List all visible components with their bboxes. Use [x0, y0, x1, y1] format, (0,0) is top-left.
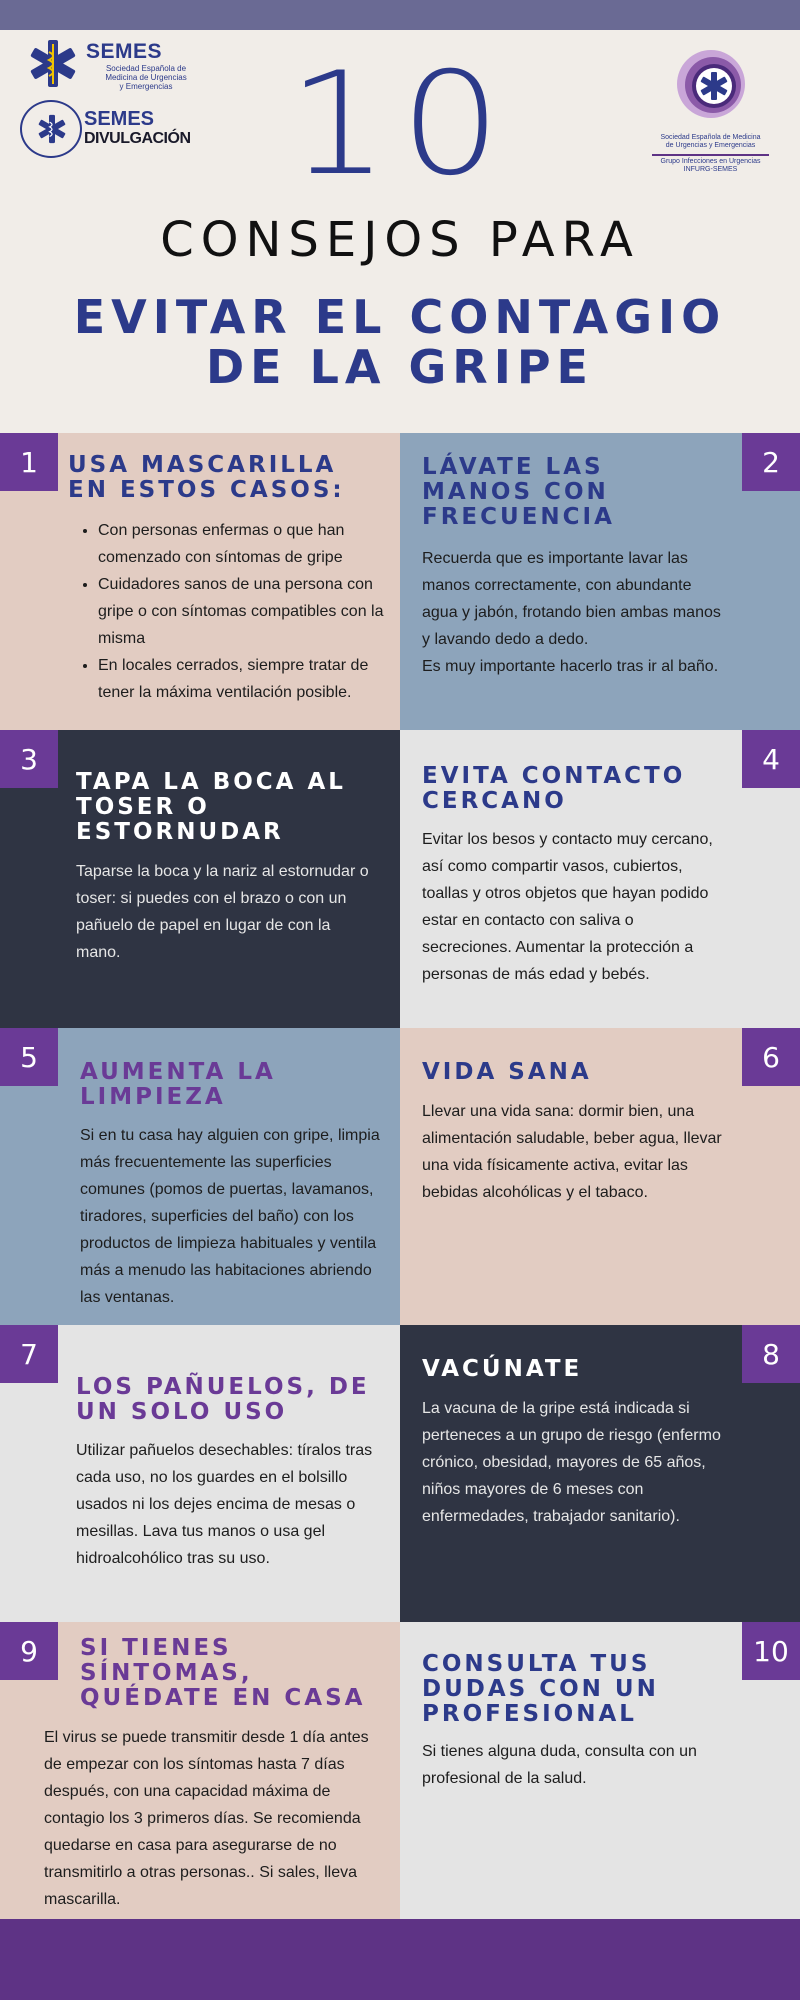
tip-number-1: 1 [0, 433, 58, 491]
star-of-life-icon [28, 36, 78, 91]
tip-bullet: • Con personas enfermas o que han comenzado con síntomas de gripe [98, 517, 386, 571]
tip-text-3: Taparse la boca y la nariz al estornudar o toser: si puedes con el brazo o con un pañuelo de papel en lugar de con la mano. [76, 863, 369, 961]
tip-title-10: CONSULTA TUS DUDAS CON UN PROFESIONAL [422, 1651, 659, 1727]
tip-title-5: AUMENTA LA LIMPIEZA [80, 1059, 276, 1110]
semes-logo-subtitle: Sociedad Española de Medicina de Urgencias y Emergencias [105, 64, 187, 91]
infurg-semes-logo [648, 48, 773, 178]
tip-bullet: • En locales cerrados, siempre tratar de tener la máxima ventilación posible. [98, 652, 386, 706]
tip-title-8: VACÚNATE [422, 1356, 583, 1382]
tip-card-7 [0, 1325, 400, 1622]
semes-divulgacion-logo [20, 100, 191, 160]
bottom-bar [0, 1919, 800, 2000]
tip-text-2: Recuerda que es importante lavar las manos correctamente, con abundante agua y jabón, frotando bien ambas manos y lavando dedo a dedo. Es muy importante hacerlo tras ir al baño. [422, 550, 721, 675]
tip-text-9: El virus se puede transmitir desde 1 día antes de empezar con los síntomas hasta 7 días después, con una capacidad máxima de contagio los 3 primeros días. Se recomienda quedarse en casa para asegurarse de no transmitirlo a otras personas.. Si sales, lleva mascarilla. [44, 1729, 369, 1908]
tip-number-9: 9 [0, 1622, 58, 1680]
tip-text-6: Llevar una vida sana: dormir bien, una alimentación saludable, beber agua, llevar una vida físicamente activa, evitar las bebidas alcohólicas y el tabaco. [422, 1103, 722, 1201]
tip-card-6 [400, 1028, 800, 1325]
tip-title-1: USA MASCARILLA EN ESTOS CASOS: [68, 452, 345, 503]
tip-number-4: 4 [742, 730, 800, 788]
infurg-logo-divider [652, 154, 769, 156]
semes-logo [28, 36, 198, 91]
tip-number-8: 8 [742, 1325, 800, 1383]
tip-text-10: Si tienes alguna duda, consulta con un profesional de la salud. [422, 1743, 697, 1787]
tip-number-3: 3 [0, 730, 58, 788]
top-bar [0, 0, 800, 30]
tip-card-2 [400, 433, 800, 730]
tip-title-9: SI TIENES SÍNTOMAS, QUÉDATE EN CASA [80, 1635, 366, 1711]
semes-logo-name: SEMES [86, 40, 163, 63]
star-of-life-icon [37, 112, 67, 146]
tip-title-2: LÁVATE LAS MANOS CON FRECUENCIA [422, 454, 615, 530]
tip-bullets-1 [76, 517, 386, 706]
tip-text-7: Utilizar pañuelos desechables: tíralos tras cada uso, no los guardes en el bolsillo usados ni los dejes encima de mesas o mesillas. Lava tus manos o usa gel hidroalcohólico tras su uso. [76, 1442, 373, 1567]
divulgacion-logo-name: SEMES [84, 108, 155, 130]
header-title-line1: CONSEJOS PARA [160, 212, 640, 268]
tip-number-2: 2 [742, 433, 800, 491]
header-big-number: 10 [287, 42, 513, 207]
tip-card-8 [400, 1325, 800, 1622]
swirl-emblem-icon [674, 48, 748, 120]
tip-card-4 [400, 730, 800, 1028]
tip-number-7: 7 [0, 1325, 58, 1383]
tip-card-5 [0, 1028, 400, 1325]
tip-card-3 [0, 730, 400, 1028]
tip-text-8: La vacuna de la gripe está indicada si perteneces a un grupo de riesgo (enfermo crónico, obesidad, mayores de 65 años, niños mayores de 6 meses con enfermedades, trabajador sanitario). [422, 1400, 721, 1525]
tip-card-1 [0, 433, 400, 730]
tip-bullet: • Cuidadores sanos de una persona con gripe o con síntomas compatibles con la misma [98, 571, 386, 652]
tip-number-5: 5 [0, 1028, 58, 1086]
tip-number-10: 10 [742, 1622, 800, 1680]
tip-title-3: TAPA LA BOCA AL TOSER O ESTORNUDAR [76, 769, 346, 845]
tip-text-4: Evitar los besos y contacto muy cercano, así como compartir vasos, cubiertos, toallas y otros objetos que hayan podido estar en contacto con saliva o secreciones. Aumentar la protección a personas de más edad y bebés. [422, 831, 713, 983]
divulgacion-logo-label: DIVULGACIÓN [84, 130, 191, 147]
infurg-logo-group: Grupo Infecciones en Urgencias INFURG-SEMES [660, 158, 761, 173]
tip-title-4: EVITA CONTACTO CERCANO [422, 763, 686, 814]
tip-title-7: LOS PAÑUELOS, DE UN SOLO USO [76, 1374, 370, 1425]
tip-title-6: VIDA SANA [422, 1059, 592, 1085]
tip-card-10 [400, 1622, 800, 1919]
tip-text-5: Si en tu casa hay alguien con gripe, limpia más frecuentemente las superficies comunes (pomos de puertas, lavamanos, tiradores, superficies del baño) con los productos de limpieza habituales y ventila más a menudo las habitaciones abriendo las ventanas. [80, 1127, 380, 1306]
tip-card-9 [0, 1622, 400, 1919]
tip-number-6: 6 [742, 1028, 800, 1086]
infurg-logo-society: Sociedad Española de Medicina de Urgencias y Emergencias [660, 134, 761, 149]
header-title-line2: EVITAR EL CONTAGIO DE LA GRIPE [73, 290, 727, 394]
